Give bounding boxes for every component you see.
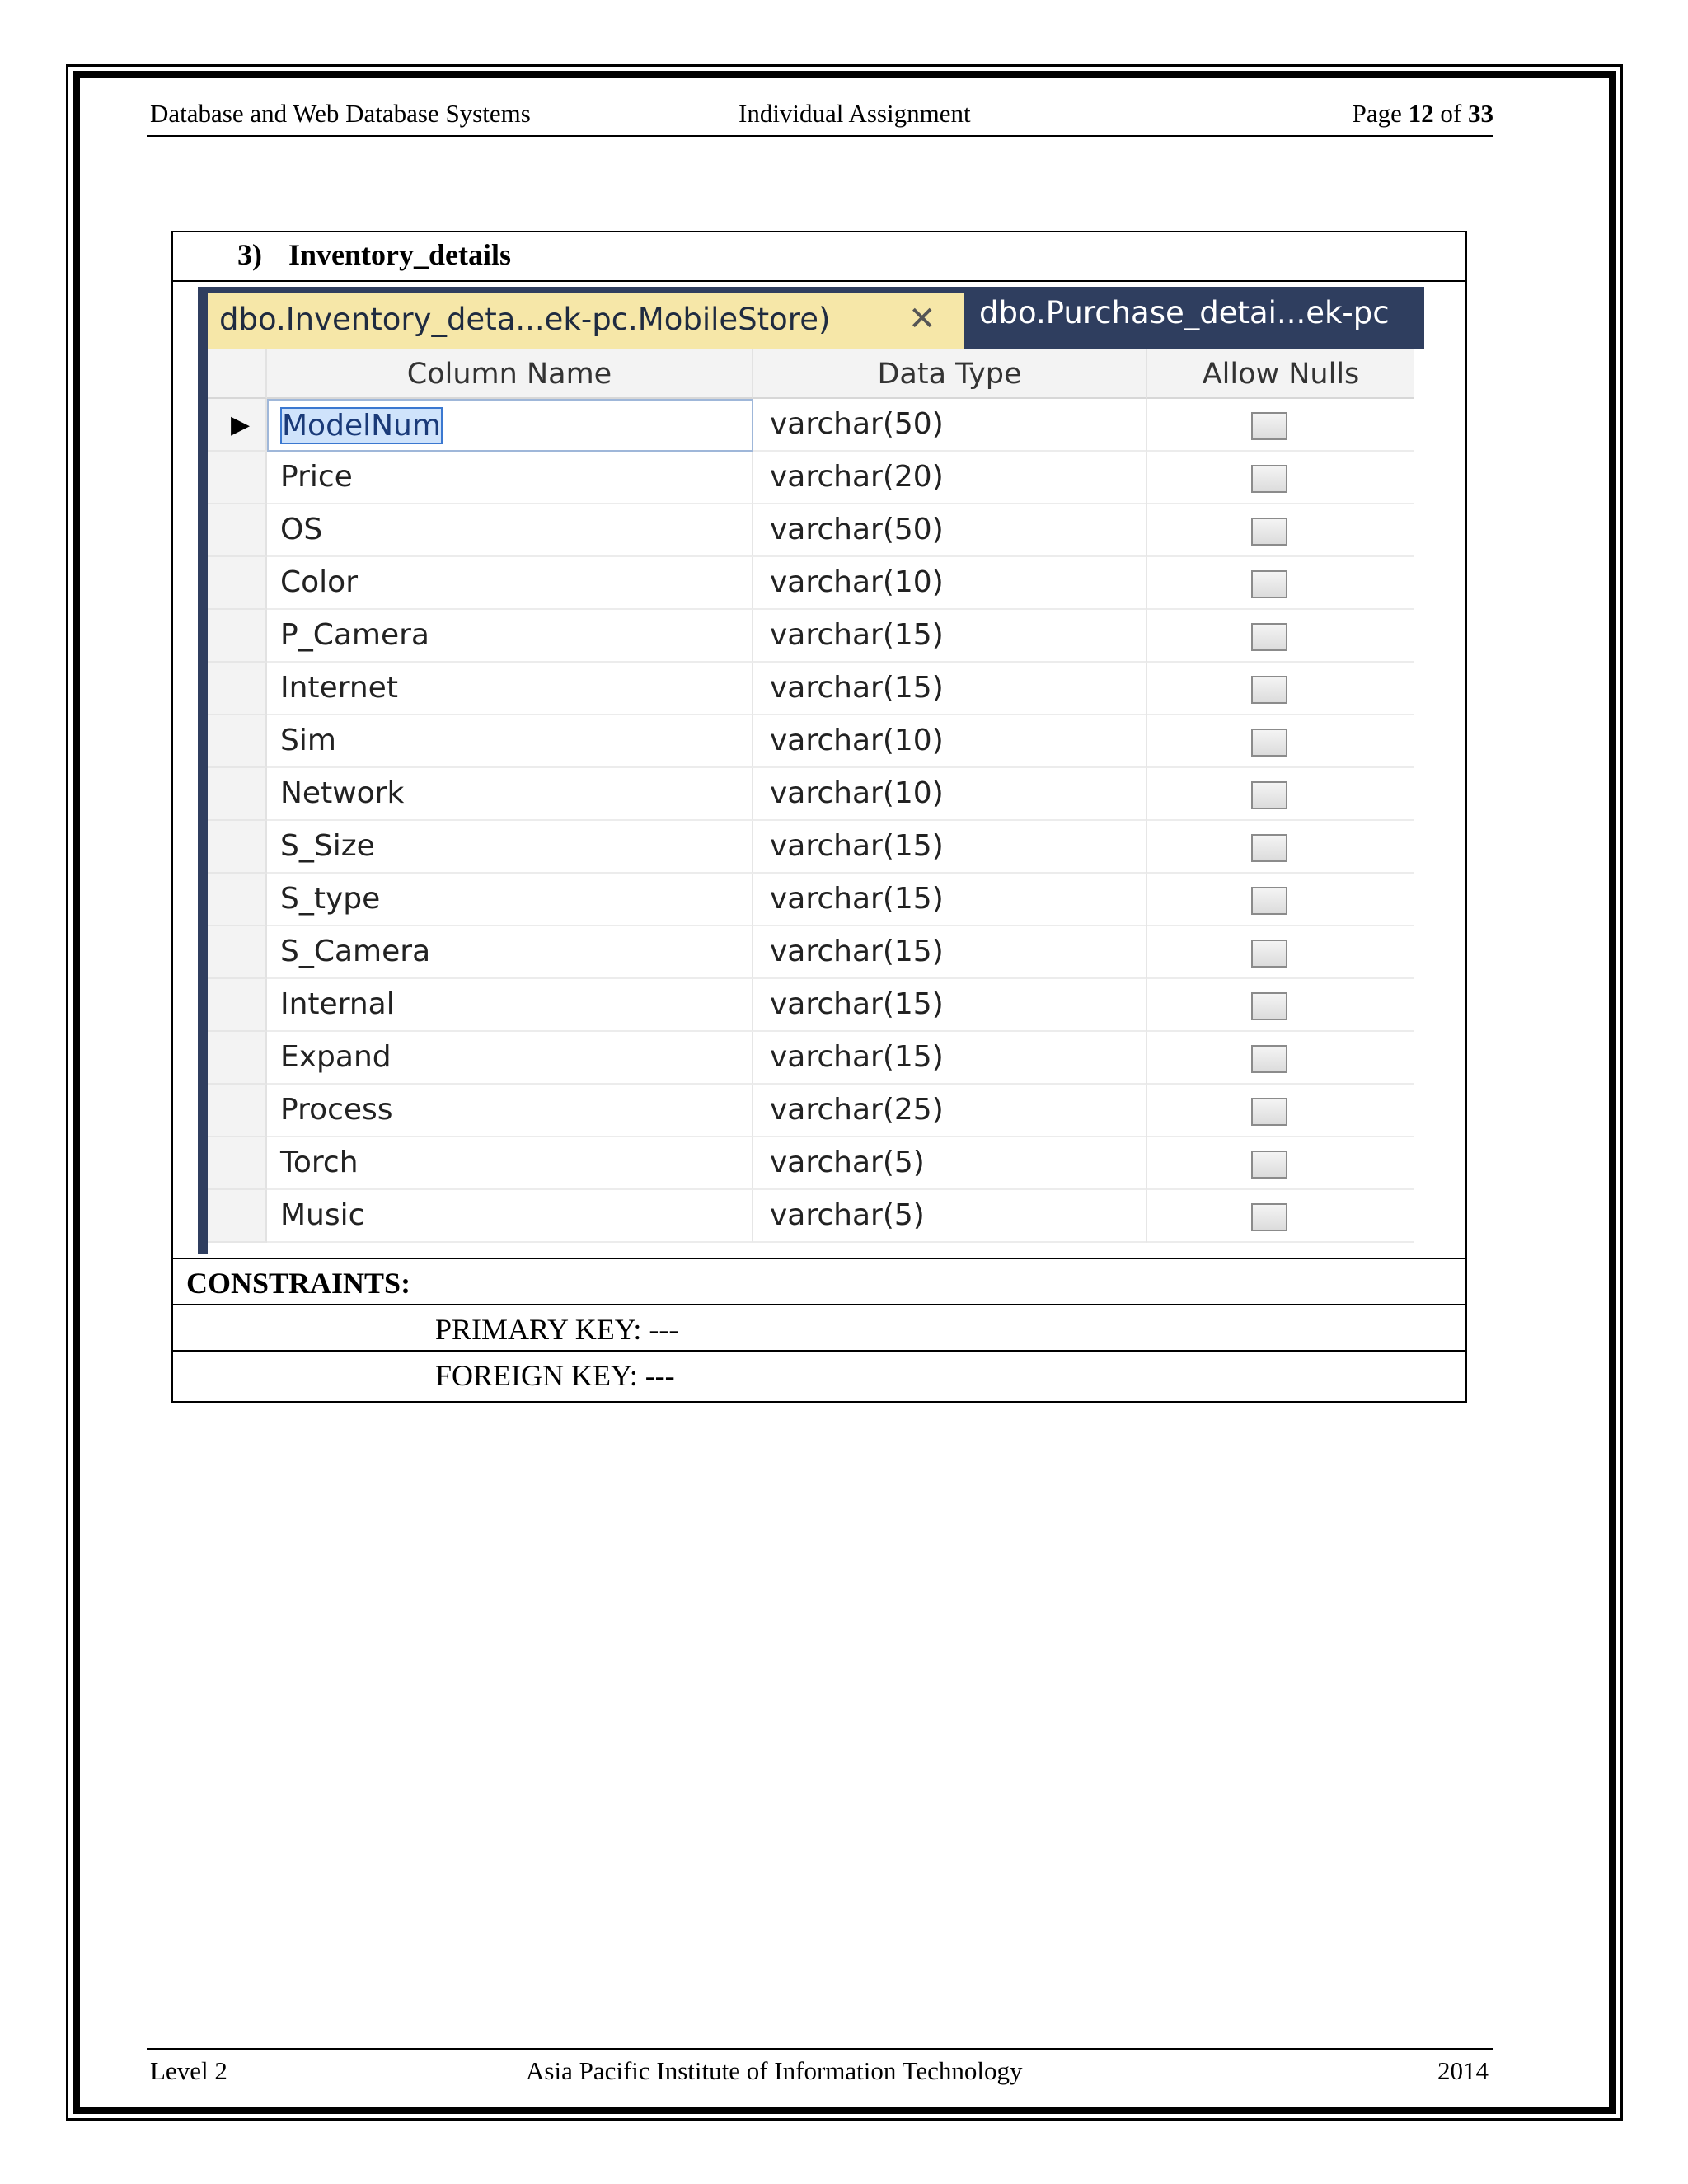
data-type-cell[interactable]: varchar(5) [753, 1137, 1147, 1190]
row-selector[interactable] [208, 1137, 267, 1190]
data-type-cell[interactable]: varchar(25) [753, 1085, 1147, 1137]
column-name-value: Network [280, 776, 405, 810]
row-selector[interactable] [208, 452, 267, 504]
table-row[interactable] [208, 1085, 1414, 1137]
allow-nulls-checkbox[interactable] [1251, 1203, 1287, 1231]
document-tab-strip [208, 287, 1424, 349]
column-name-value: Sim [280, 724, 336, 757]
primary-key-text: PRIMARY KEY: --- [435, 1313, 679, 1346]
column-name-cell[interactable] [267, 1032, 753, 1085]
column-name-value: Torch [280, 1146, 359, 1179]
allow-nulls-checkbox[interactable] [1251, 1045, 1287, 1073]
column-name-cell[interactable] [267, 926, 753, 979]
table-definition-box [171, 231, 1467, 1403]
column-name-cell[interactable] [267, 979, 753, 1032]
column-name-value: S_Camera [280, 935, 431, 968]
data-type-header: Data Type [753, 349, 1147, 399]
table-row[interactable] [208, 452, 1414, 504]
allow-nulls-checkbox[interactable] [1251, 1151, 1287, 1179]
column-name-value: Internal [280, 987, 395, 1021]
table-row[interactable] [208, 557, 1414, 610]
primary-key-row [173, 1304, 1465, 1350]
row-selector[interactable] [208, 821, 267, 874]
table-designer-screenshot [198, 287, 1424, 1254]
table-row[interactable] [208, 663, 1414, 715]
data-type-cell[interactable]: varchar(10) [753, 715, 1147, 768]
column-name-value: Music [280, 1198, 365, 1232]
table-row[interactable] [208, 821, 1414, 874]
data-type-cell[interactable]: varchar(15) [753, 979, 1147, 1032]
column-name-cell[interactable] [267, 821, 753, 874]
column-name-value: Color [280, 565, 358, 599]
allow-nulls-cell [1147, 1085, 1414, 1137]
data-type-cell[interactable]: varchar(15) [753, 610, 1147, 663]
row-selector[interactable] [208, 874, 267, 926]
data-type-cell[interactable]: varchar(15) [753, 926, 1147, 979]
header-page-number: Page 12 of 33 [1352, 99, 1493, 128]
column-name-value: Process [280, 1093, 393, 1127]
allow-nulls-cell [1147, 1137, 1414, 1190]
data-type-cell[interactable]: varchar(15) [753, 821, 1147, 874]
allow-nulls-cell [1147, 1032, 1414, 1085]
allow-nulls-cell [1147, 504, 1414, 557]
current-row-arrow-icon: ▶ [231, 410, 251, 439]
tab-inventory-label: dbo.Inventory_deta...ek-pc.MobileStore) [219, 302, 831, 337]
allow-nulls-cell [1147, 610, 1414, 663]
table-row[interactable] [208, 1190, 1414, 1243]
allow-nulls-checkbox[interactable] [1251, 623, 1287, 651]
page-footer [147, 2048, 1493, 2086]
column-name-value: S_Size [280, 829, 375, 863]
column-name-cell[interactable] [267, 610, 753, 663]
column-name-value: P_Camera [280, 618, 429, 652]
data-type-cell[interactable]: varchar(10) [753, 768, 1147, 821]
column-name-header: Column Name [267, 349, 753, 399]
column-name-cell[interactable] [267, 504, 753, 557]
row-selector[interactable] [208, 1085, 267, 1137]
data-type-cell[interactable]: varchar(10) [753, 557, 1147, 610]
allow-nulls-checkbox[interactable] [1251, 729, 1287, 757]
table-row[interactable] [208, 504, 1414, 557]
allow-nulls-checkbox[interactable] [1251, 940, 1287, 968]
allow-nulls-checkbox[interactable] [1251, 887, 1287, 915]
table-row[interactable] [208, 926, 1414, 979]
table-row[interactable] [208, 874, 1414, 926]
data-type-cell[interactable]: varchar(15) [753, 1032, 1147, 1085]
header-assignment: Individual Assignment [738, 99, 971, 128]
column-name-cell[interactable] [267, 452, 753, 504]
row-selector[interactable] [208, 610, 267, 663]
tab-inventory-details[interactable] [208, 293, 964, 349]
section-number: 3) [237, 238, 262, 271]
data-type-cell[interactable]: varchar(15) [753, 874, 1147, 926]
column-name-cell[interactable] [267, 768, 753, 821]
allow-nulls-cell [1147, 557, 1414, 610]
column-name-value: OS [280, 513, 323, 546]
row-selector[interactable] [208, 663, 267, 715]
column-name-cell[interactable] [267, 1085, 753, 1137]
column-name-cell[interactable] [267, 715, 753, 768]
column-name-cell[interactable] [267, 399, 753, 452]
allow-nulls-cell [1147, 452, 1414, 504]
allow-nulls-cell [1147, 979, 1414, 1032]
table-row[interactable] [208, 979, 1414, 1032]
column-name-cell[interactable] [267, 557, 753, 610]
row-selector[interactable] [208, 1032, 267, 1085]
section-title-row [173, 232, 1465, 282]
table-row[interactable] [208, 715, 1414, 768]
foreign-key-text: FOREIGN KEY: --- [435, 1359, 675, 1392]
tab-purchase-details[interactable]: dbo.Purchase_detai...ek-pc [979, 295, 1390, 330]
allow-nulls-checkbox[interactable] [1251, 781, 1287, 809]
row-selector[interactable] [208, 1190, 267, 1243]
page-header [147, 97, 1493, 137]
column-grid [208, 349, 1414, 1254]
allow-nulls-checkbox[interactable] [1251, 465, 1287, 493]
close-icon[interactable]: ✕ [908, 300, 936, 338]
column-name-cell[interactable] [267, 663, 753, 715]
foreign-key-row [173, 1350, 1465, 1401]
column-name-value: ModelNum [282, 409, 441, 443]
header-course: Database and Web Database Systems [150, 99, 531, 128]
row-selector-header [208, 349, 267, 399]
allow-nulls-checkbox[interactable] [1251, 1098, 1287, 1126]
allow-nulls-cell [1147, 768, 1414, 821]
column-name-value: Expand [280, 1040, 392, 1074]
constraints-label-row [173, 1258, 1465, 1304]
row-selector[interactable] [208, 715, 267, 768]
column-name-value: Internet [280, 671, 398, 705]
constraints-label: CONSTRAINTS: [186, 1267, 411, 1300]
column-name-cell[interactable] [267, 1190, 753, 1243]
table-row[interactable] [208, 610, 1414, 663]
row-selector[interactable] [208, 504, 267, 557]
table-row[interactable] [208, 399, 1414, 452]
allow-nulls-cell [1147, 1190, 1414, 1243]
row-selector[interactable] [208, 768, 267, 821]
column-name-cell[interactable] [267, 1137, 753, 1190]
data-type-cell[interactable]: varchar(50) [753, 504, 1147, 557]
allow-nulls-cell [1147, 715, 1414, 768]
allow-nulls-cell [1147, 821, 1414, 874]
row-selector[interactable] [208, 979, 267, 1032]
data-type-cell[interactable]: varchar(15) [753, 663, 1147, 715]
footer-level: Level 2 [150, 2056, 227, 2085]
column-name-cell[interactable] [267, 874, 753, 926]
allow-nulls-cell [1147, 663, 1414, 715]
column-name-value: Price [280, 460, 353, 494]
data-type-cell[interactable]: varchar(50) [753, 399, 1147, 452]
column-name-value: S_type [280, 882, 381, 916]
allow-nulls-checkbox[interactable] [1251, 570, 1287, 598]
row-selector[interactable] [208, 557, 267, 610]
footer-institute: Asia Pacific Institute of Information Technology [526, 2056, 1023, 2085]
row-selector[interactable] [208, 926, 267, 979]
row-selector[interactable] [208, 399, 267, 452]
data-type-cell[interactable]: varchar(5) [753, 1190, 1147, 1243]
data-type-cell[interactable]: varchar(20) [753, 452, 1147, 504]
table-row[interactable] [208, 1137, 1414, 1190]
allow-nulls-cell [1147, 399, 1414, 452]
footer-year: 2014 [1437, 2056, 1489, 2085]
allow-nulls-cell [1147, 926, 1414, 979]
allow-nulls-checkbox[interactable] [1251, 834, 1287, 862]
allow-nulls-checkbox[interactable] [1251, 676, 1287, 704]
allow-nulls-checkbox[interactable] [1251, 518, 1287, 546]
allow-nulls-checkbox[interactable] [1251, 992, 1287, 1020]
allow-nulls-header: Allow Nulls [1147, 349, 1414, 399]
allow-nulls-cell [1147, 874, 1414, 926]
table-row[interactable] [208, 1032, 1414, 1085]
allow-nulls-checkbox[interactable] [1251, 412, 1287, 440]
table-row[interactable] [208, 768, 1414, 821]
section-title: Inventory_details [288, 238, 511, 271]
designer-left-bar [198, 287, 208, 1254]
